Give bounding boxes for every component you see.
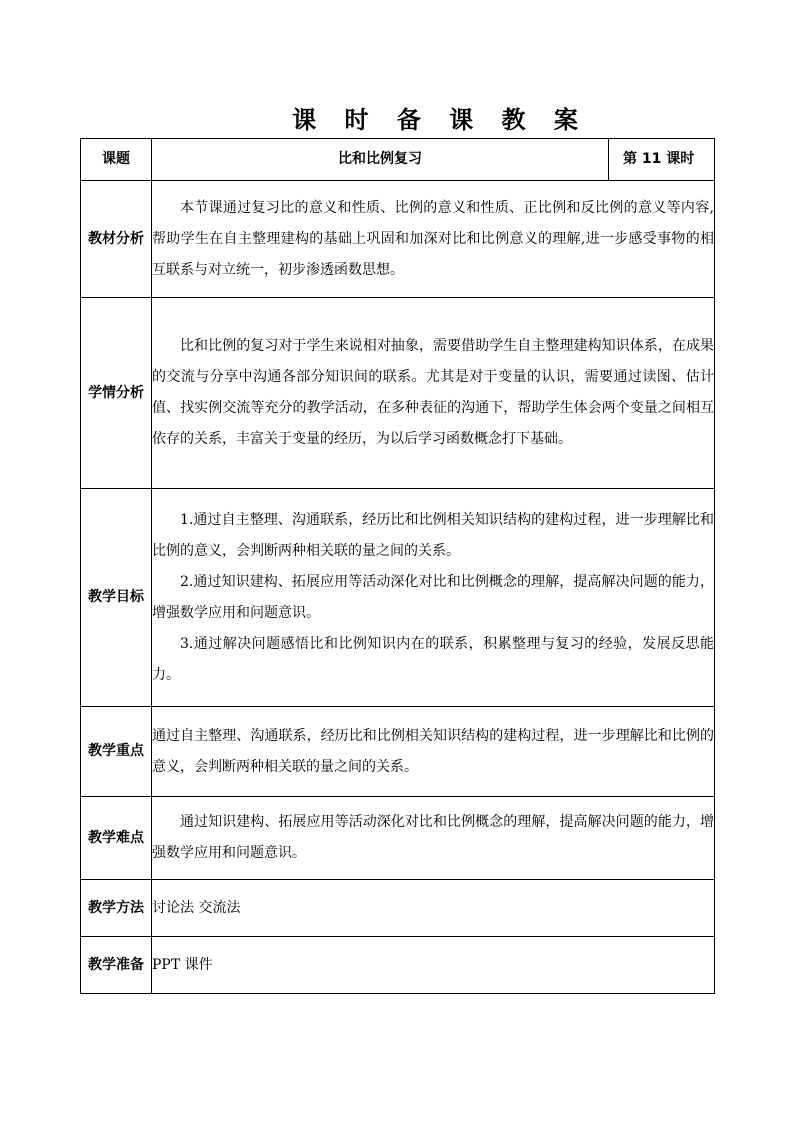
row-label: 学情分析 xyxy=(81,298,152,489)
row-teaching-methods xyxy=(81,880,715,937)
subject-value: 比和比例复习 xyxy=(152,139,609,181)
row-label: 教学重点 xyxy=(81,707,152,797)
lesson-plan-table xyxy=(80,138,715,994)
paragraph: 2.通过知识建构、拓展应用等活动深化对比和比例概念的理解，提高解决问题的能力，增强数学应用和问题意识。 xyxy=(152,573,714,621)
paragraph: 通过知识建构、拓展应用等活动深化对比和比例概念的理解，提高解决问题的能力，增强数学应用和问题意识。 xyxy=(152,814,714,861)
row-content xyxy=(152,707,715,797)
paragraph: 比和比例的复习对于学生来说相对抽象，需要借助学生自主整理建构知识体系，在成果的交流与分享中沟通各部分知识间的联系。尤其是对于变量的认识，需要通过读图、估计值、找实例交流等充分的教学活动，在多种表征的沟通下，帮助学生体会两个变量之间相互依存的关系，丰富关于变量的经历，为以后学习函数概念打下基础。 xyxy=(152,338,714,447)
paragraph: 3.通过解决问题感悟比和比例知识内在的联系，积累整理与复习的经验，发展反思能力。 xyxy=(152,635,714,683)
row-label: 教材分析 xyxy=(81,181,152,298)
row-key-points xyxy=(81,707,715,797)
paragraph: PPT 课件 xyxy=(152,956,213,973)
row-difficult-points xyxy=(81,797,715,880)
period-value: 第 11 课时 xyxy=(609,139,715,181)
row-label: 教学目标 xyxy=(81,489,152,707)
row-label: 教学准备 xyxy=(81,937,152,994)
row-content xyxy=(152,489,715,707)
paragraph: 通过自主整理、沟通联系，经历比和比例相关知识结构的建构过程，进一步理解比和比例的意义，会判断两种相关联的量之间的关系。 xyxy=(152,727,714,775)
row-label: 教学方法 xyxy=(81,880,152,937)
row-teaching-goals xyxy=(81,489,715,707)
row-textbook-analysis xyxy=(81,181,715,298)
row-content xyxy=(152,937,715,994)
row-content xyxy=(152,797,715,880)
row-content xyxy=(152,880,715,937)
row-student-analysis xyxy=(81,298,715,489)
paragraph: 讨论法 交流法 xyxy=(152,899,241,916)
subject-label: 课题 xyxy=(81,139,152,181)
document-title: 课 时 备 课 教 案 xyxy=(292,106,588,134)
header-row xyxy=(81,139,715,181)
row-content xyxy=(152,181,715,298)
row-content xyxy=(152,298,715,489)
paragraph: 本节课通过复习比的意义和性质、比例的意义和性质、正比例和反比例的意义等内容,帮助学生在自主整理建构的基础上巩固和加深对比和比例意义的理解,进一步感受事物的相互联系与对立统一，初步渗透函数思想。 xyxy=(152,199,714,278)
paragraph: 1.通过自主整理、沟通联系，经历比和比例相关知识结构的建构过程，进一步理解比和比例的意义，会判断两种相关联的量之间的关系。 xyxy=(152,511,714,559)
row-label: 教学难点 xyxy=(81,797,152,880)
row-teaching-preparation xyxy=(81,937,715,994)
